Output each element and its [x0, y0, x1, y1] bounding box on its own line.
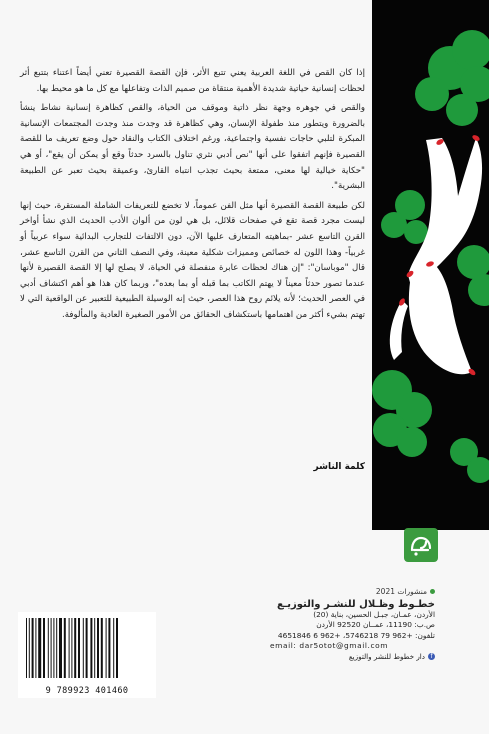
publisher-logo — [404, 528, 438, 562]
facebook-icon: f — [428, 653, 435, 660]
barcode-bar — [86, 618, 88, 678]
barcode-bar — [48, 618, 49, 678]
isbn-number: 9 789923 401460 — [45, 686, 129, 696]
address-line-2: ص.ب: 11190، عمــان 92520 الأردن — [316, 620, 435, 630]
bullet-icon — [430, 589, 435, 594]
clover-right — [457, 245, 489, 306]
barcode-bar — [90, 618, 92, 678]
publisher-name: خطـوط وظـلال للنشـر والتوزيـع — [276, 599, 435, 610]
barcode-bar — [59, 618, 62, 678]
clover-hand-illustration — [372, 0, 489, 530]
phone-line: تلفون: +962 79 5746218، +962 6 4651846 — [277, 630, 435, 640]
publisher-word-signature: كلمة الناشر — [313, 462, 365, 472]
clover-lower — [372, 370, 432, 457]
facebook-page: دار خطوط للنشر والتوزيع — [348, 651, 425, 661]
email-line: email: dar5otot@gmail.com — [270, 641, 389, 651]
publisher-info — [270, 587, 435, 662]
publisher-blurb — [20, 66, 365, 328]
barcode-bar — [94, 618, 95, 678]
blurb-paragraph-2: والقص في جوهره وجهة نظر ذاتية وموقف من الحياة، والقص كظاهرة إنسانية نشاط ينشأ بالضرورة ويتطور منذ طفولة الإنسان، وهي كظاهرة قد وجدت منذ وجدت المجتمعات الإنسانية المبكرة لتلبي حاجات نفسية واجتماعية، ورغم اختلاف الكتاب والنقاد حول وضع تعريف ما للقصة القصيرة فإنهم اتفقوا على أنها "نص أدبي نثري تناول بالسرد حدثاً وقع أو يمكن أن يقع"، أو هي "حكاية خيالية لها معنى، ممتعة بحيث تجذب انتباه القارئ، وعميقة بحيث تعبر عن الطبيعة البشرية". — [20, 103, 365, 192]
barcode-bar — [69, 618, 70, 678]
barcode-bar — [113, 618, 114, 678]
cover-artwork — [372, 0, 489, 530]
barcode-bar — [32, 618, 34, 678]
barcode-bar — [38, 618, 41, 678]
barcode-bars — [18, 612, 156, 684]
barcode-bar — [74, 618, 76, 678]
barcode-bar — [71, 618, 72, 678]
clover-top — [415, 30, 489, 126]
barcode-bar — [97, 618, 99, 678]
barcode-bar — [106, 618, 107, 678]
blurb-paragraph-1: إذا كان القص في اللغة العربية يعني تتبع الأثر، فإن القصة القصيرة تعني أيضاً اعتناء بتتبع أثر لحظات إنسانية حياتية شديدة الأهمية منتقاة من صميم الذات وتفاعلها مع كل ما هو محيط بها. — [20, 68, 365, 94]
publication-year: منشورات 2021 — [375, 587, 427, 596]
barcode-bar — [78, 618, 80, 678]
barcode-bar — [101, 618, 103, 678]
barcode-bar — [83, 618, 84, 678]
barcode-bar — [108, 618, 110, 678]
clover-middle — [381, 190, 428, 244]
barcode-bar — [35, 618, 36, 678]
isbn-barcode — [18, 612, 156, 698]
barcode-bar — [56, 618, 57, 678]
blurb-paragraph-3: لكن طبيعة القصة القصيرة أنها مثل الفن عموماً، لا تخضع للتعريفات الشاملة المستقرة، حيث إنها ليست مجرد قصة تقع في صفحات قلائل، بل هي لون من ألوان الأدب الحديث الذي نشأ أواخر القرن التاسع عشر -بماهيته المتعارف عليها الآن، دون الالتفات للتجارب البدائية سواء عربياً أو غربياً- وهذا اللون له خصائص ومميزات شكلية معينة، وفي النصف الثاني من القرن التاسع عشر، قال "موباسان": "إن هناك لحظات عابرة منفصلة في الحياة، لا يصلح لها إلا القصة القصيرة لأنها عندما تصور حدثاً معيناً لا يهتم الكاتب بما قبله أو بما بعده"، وربما كان هذا هو أهم اكتشاف أدبي في العصر الحديث؛ لأنه يلائم روح هذا العصر، حيث إنه الوسيلة الطبيعية للتعبير عن الواقعية التي لا تهتم بشيء أكثر من اهتمامها باستكشاف الحقائق من الأمور الصغيرة العادية والمألوفة. — [20, 200, 365, 320]
clover-bottom — [450, 438, 489, 483]
address-line-1: الأردن، عمـان، جبـل الحسين، بناية (20) — [313, 610, 435, 619]
barcode-bar — [51, 618, 52, 678]
barcode-bar — [116, 618, 118, 678]
barcode-bar — [64, 618, 66, 678]
barcode-bar — [43, 618, 45, 678]
barcode-bar — [26, 618, 27, 678]
barcode-bar — [29, 618, 30, 678]
barcode-bar — [53, 618, 54, 678]
